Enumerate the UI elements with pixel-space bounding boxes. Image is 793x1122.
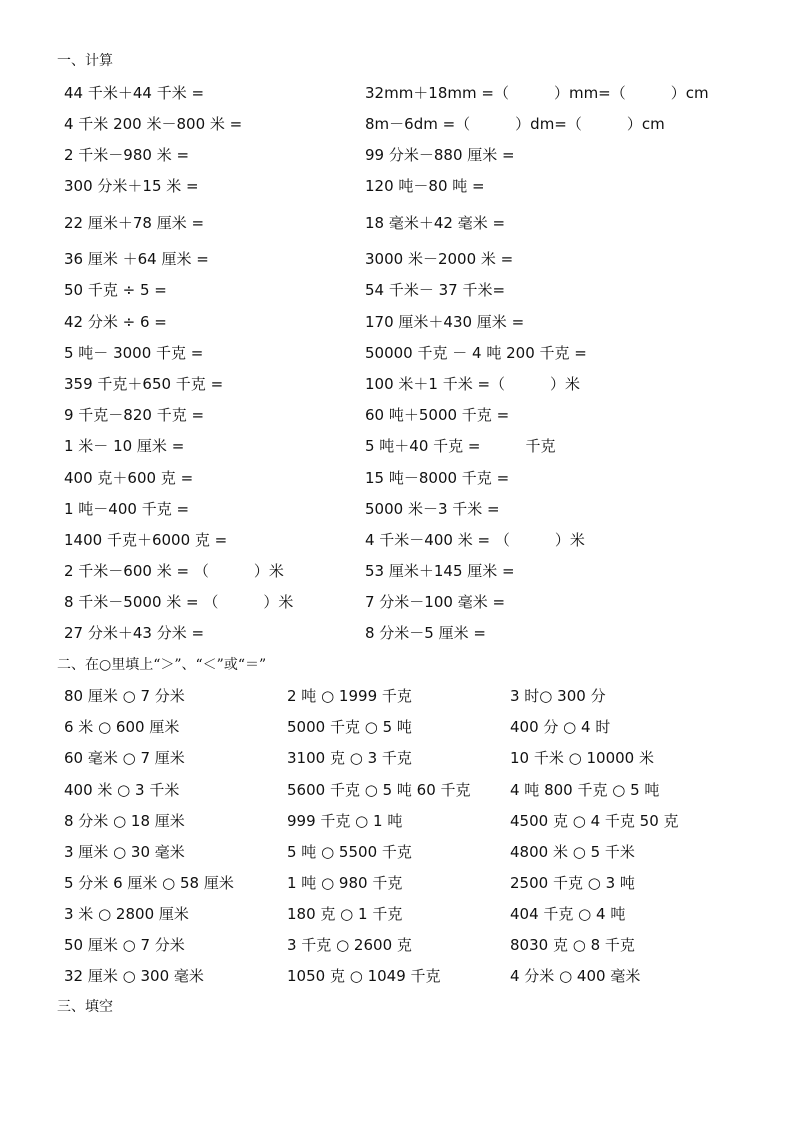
section-1-heading: 一、计算 [57, 53, 113, 69]
calc-row [0, 342, 793, 364]
calc-problem-left: 5 吨－ 3000 千克 = [64, 344, 204, 362]
calc-row [0, 498, 793, 520]
calc-problem-left: 359 千克＋650 千克 = [64, 375, 224, 393]
calc-problem-right: 54 千米－ 37 千米= [365, 281, 506, 299]
compare-item: 10 千米 ○ 10000 米 [510, 749, 654, 767]
calc-problem-right: 100 米＋1 千米 =（ ）米 [365, 375, 581, 393]
calc-problem-right: 99 分米－880 厘米 = [365, 146, 515, 164]
compare-item: 1 吨 ○ 980 千克 [287, 874, 403, 892]
calc-problem-right: 8m－6dm =（ ）dm=（ ）cm [365, 115, 665, 133]
calc-row [0, 435, 793, 457]
compare-row [0, 685, 793, 707]
compare-item: 404 千克 ○ 4 吨 [510, 905, 626, 923]
compare-row [0, 965, 793, 987]
compare-item: 3100 克 ○ 3 千克 [287, 749, 412, 767]
compare-item: 32 厘米 ○ 300 毫米 [64, 967, 204, 985]
compare-item: 2500 千克 ○ 3 吨 [510, 874, 635, 892]
calc-row [0, 404, 793, 426]
compare-row [0, 779, 793, 801]
calc-row [0, 622, 793, 644]
calc-problem-left: 2 千米－980 米 = [64, 146, 190, 164]
calc-row [0, 144, 793, 166]
calc-row [0, 591, 793, 613]
calc-problem-left: 1 吨－400 千克 = [64, 500, 190, 518]
compare-item: 180 克 ○ 1 千克 [287, 905, 403, 923]
compare-row [0, 841, 793, 863]
calc-row [0, 82, 793, 104]
compare-item: 6 米 ○ 600 厘米 [64, 718, 180, 736]
calc-problem-left: 42 分米 ÷ 6 = [64, 313, 167, 331]
compare-item: 400 分 ○ 4 时 [510, 718, 611, 736]
compare-row [0, 747, 793, 769]
compare-item: 3 时○ 300 分 [510, 687, 606, 705]
compare-item: 8030 克 ○ 8 千克 [510, 936, 635, 954]
compare-item: 50 厘米 ○ 7 分米 [64, 936, 185, 954]
calc-row [0, 175, 793, 197]
calc-row [0, 113, 793, 135]
calc-problem-left: 300 分米＋15 米 = [64, 177, 199, 195]
compare-row [0, 716, 793, 738]
section-2-heading: 二、在○里填上“＞”、“＜”或“＝” [57, 657, 267, 673]
calc-problem-right: 18 毫米＋42 毫米 = [365, 214, 506, 232]
calc-problem-left: 4 千米 200 米－800 米 = [64, 115, 243, 133]
calc-problem-right: 50000 千克 － 4 吨 200 千克 = [365, 344, 587, 362]
calc-row [0, 248, 793, 270]
compare-item: 1050 克 ○ 1049 千克 [287, 967, 441, 985]
calc-problem-left: 50 千克 ÷ 5 = [64, 281, 167, 299]
calc-problem-left: 9 千克－820 千克 = [64, 406, 205, 424]
calc-problem-left: 22 厘米＋78 厘米 = [64, 214, 205, 232]
calc-problem-right: 7 分米－100 毫米 = [365, 593, 506, 611]
calc-problem-left: 36 厘米 ＋64 厘米 = [64, 250, 209, 268]
compare-row [0, 810, 793, 832]
compare-item: 4 分米 ○ 400 毫米 [510, 967, 641, 985]
compare-item: 999 千克 ○ 1 吨 [287, 812, 403, 830]
calc-problem-left: 1400 千克＋6000 克 = [64, 531, 228, 549]
compare-item: 80 厘米 ○ 7 分米 [64, 687, 185, 705]
compare-item: 60 毫米 ○ 7 厘米 [64, 749, 185, 767]
calc-row [0, 373, 793, 395]
calc-row [0, 212, 793, 234]
compare-item: 3 千克 ○ 2600 克 [287, 936, 412, 954]
calc-problem-left: 44 千米＋44 千米 = [64, 84, 205, 102]
calc-problem-right: 5000 米－3 千米 = [365, 500, 500, 518]
calc-row [0, 279, 793, 301]
calc-problem-left: 27 分米＋43 分米 = [64, 624, 205, 642]
calc-problem-right: 120 吨－80 吨 = [365, 177, 485, 195]
compare-item: 4500 克 ○ 4 千克 50 克 [510, 812, 679, 830]
section-3-heading: 三、填空 [57, 999, 113, 1015]
compare-row [0, 934, 793, 956]
compare-item: 8 分米 ○ 18 厘米 [64, 812, 185, 830]
calc-problem-right: 15 吨－8000 千克 = [365, 469, 510, 487]
calc-problem-right: 60 吨＋5000 千克 = [365, 406, 510, 424]
calc-problem-left: 1 米－ 10 厘米 = [64, 437, 185, 455]
compare-row [0, 903, 793, 925]
calc-row [0, 560, 793, 582]
calc-problem-right: 3000 米－2000 米 = [365, 250, 514, 268]
calc-problem-right: 170 厘米＋430 厘米 = [365, 313, 525, 331]
calc-row [0, 529, 793, 551]
compare-item: 5000 千克 ○ 5 吨 [287, 718, 412, 736]
compare-item: 3 米 ○ 2800 厘米 [64, 905, 189, 923]
calc-problem-right: 5 吨＋40 千克 = 千克 [365, 437, 556, 455]
calc-problem-left: 8 千米－5000 米 = （ ）米 [64, 593, 294, 611]
compare-item: 5 分米 6 厘米 ○ 58 厘米 [64, 874, 234, 892]
compare-item: 5600 千克 ○ 5 吨 60 千克 [287, 781, 471, 799]
compare-item: 5 吨 ○ 5500 千克 [287, 843, 412, 861]
compare-row [0, 872, 793, 894]
calc-problem-right: 32mm＋18mm =（ ）mm=（ ）cm [365, 84, 709, 102]
compare-item: 4 吨 800 千克 ○ 5 吨 [510, 781, 660, 799]
compare-item: 4800 米 ○ 5 千米 [510, 843, 635, 861]
calc-row [0, 467, 793, 489]
calc-row [0, 311, 793, 333]
calc-problem-left: 400 克＋600 克 = [64, 469, 194, 487]
calc-problem-right: 8 分米－5 厘米 = [365, 624, 486, 642]
calc-problem-right: 4 千米－400 米 = （ ）米 [365, 531, 585, 549]
compare-item: 3 厘米 ○ 30 毫米 [64, 843, 185, 861]
calc-problem-right: 53 厘米＋145 厘米 = [365, 562, 515, 580]
calc-problem-left: 2 千米－600 米 = （ ）米 [64, 562, 284, 580]
compare-item: 400 米 ○ 3 千米 [64, 781, 180, 799]
compare-item: 2 吨 ○ 1999 千克 [287, 687, 412, 705]
